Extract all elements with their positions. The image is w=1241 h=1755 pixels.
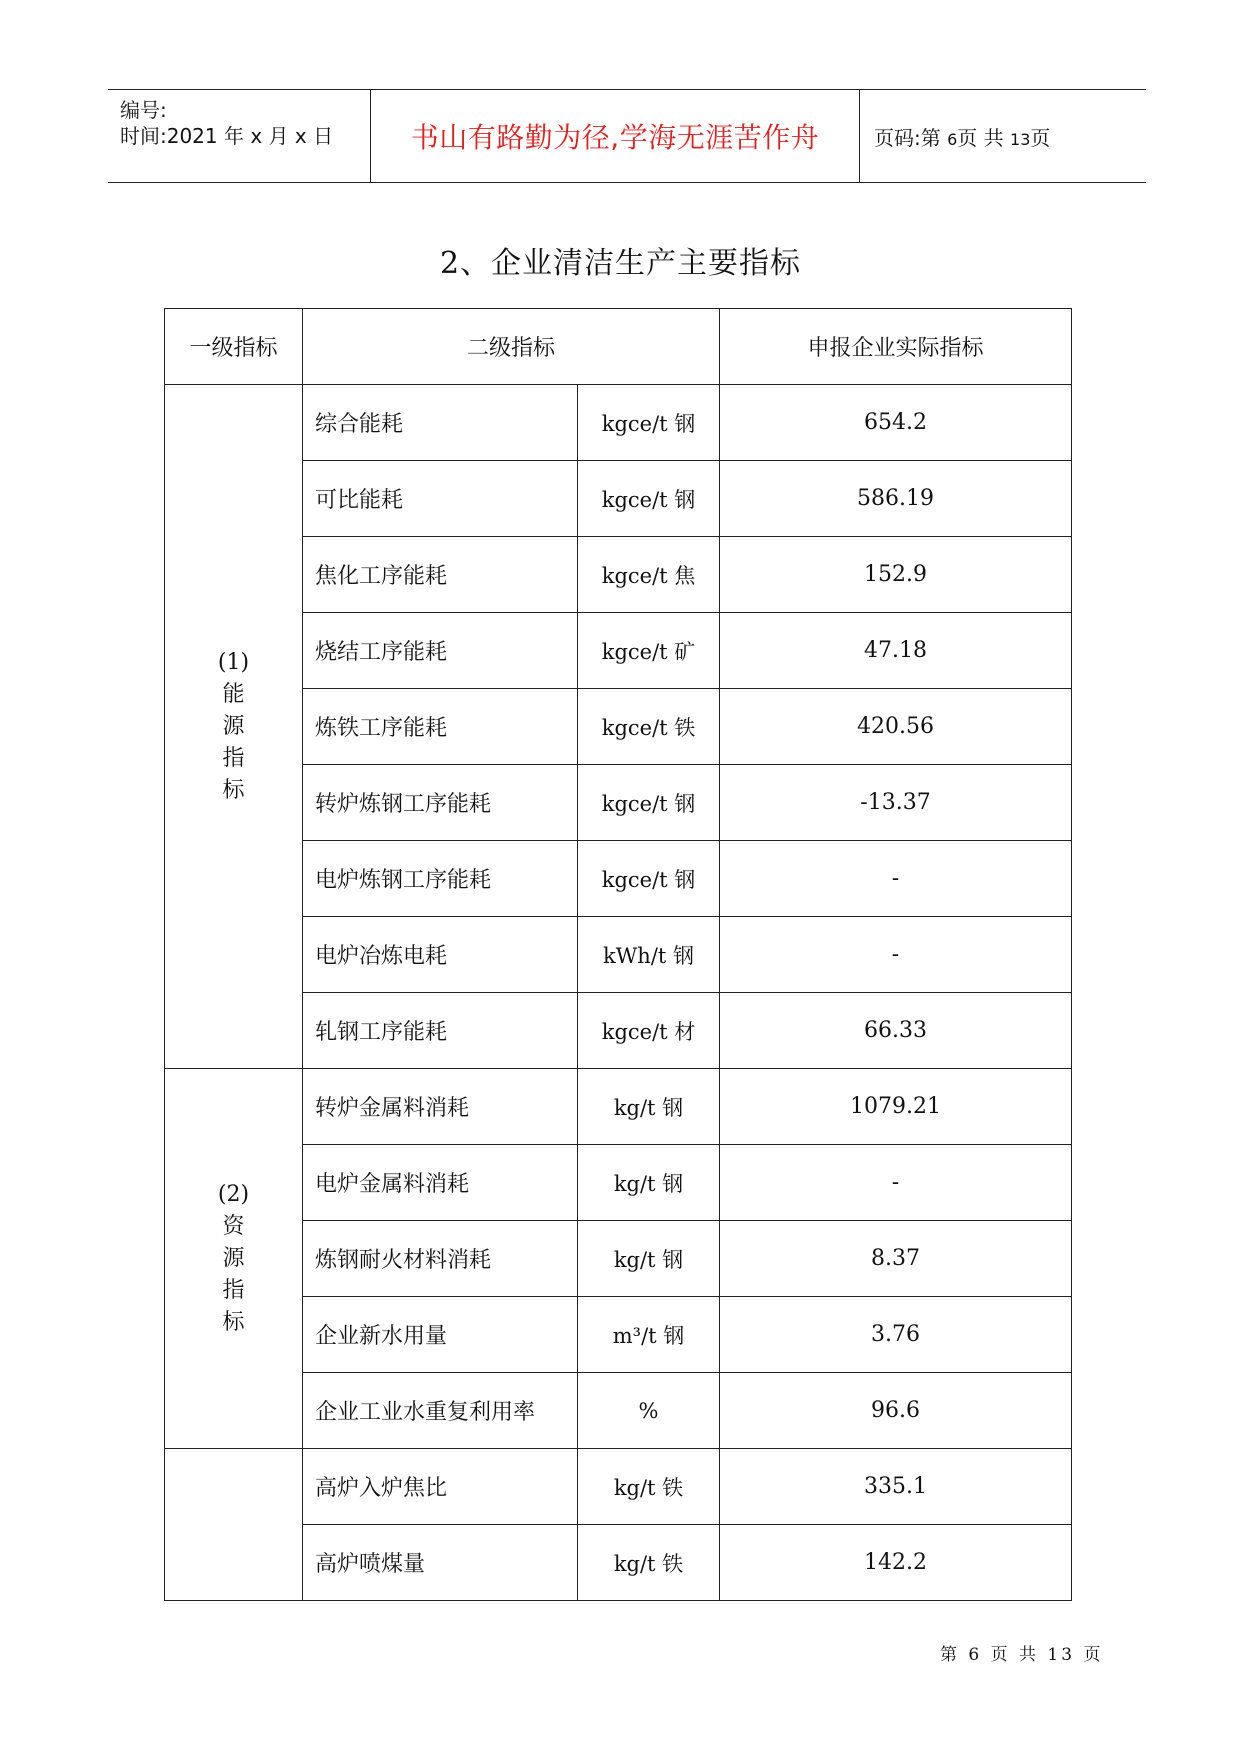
indicator-value: -13.37 [720,765,1072,841]
indicator-value: - [720,917,1072,993]
indicator-unit: kgce/t 钢 [578,461,720,537]
table-row [165,385,1072,461]
indicator-name: 电炉冶炼电耗 [303,917,578,993]
indicator-unit: kgce/t 钢 [578,765,720,841]
indicator-unit: kg/t 钢 [578,1069,720,1145]
indicator-name: 电炉金属料消耗 [303,1145,578,1221]
indicator-value: - [720,841,1072,917]
page-current: 6 [947,129,958,149]
indicator-table [164,308,1072,1601]
indicator-name: 企业新水用量 [303,1297,578,1373]
indicator-unit: % [578,1373,720,1449]
indicator-name: 转炉金属料消耗 [303,1069,578,1145]
indicator-name: 轧钢工序能耗 [303,993,578,1069]
indicator-name: 炼铁工序能耗 [303,689,578,765]
indicator-name: 企业工业水重复利用率 [303,1373,578,1449]
indicator-unit: kWh/t 钢 [578,917,720,993]
section-title: 2、企业清洁生产主要指标 [439,246,802,281]
indicator-unit: kgce/t 矿 [578,613,720,689]
header-page-cell [860,90,1146,182]
page-footer: 第 6 页 共 13 页 [940,1645,1104,1665]
indicator-unit: kg/t 铁 [578,1449,720,1525]
indicator-unit: kgce/t 铁 [578,689,720,765]
indicator-unit: kg/t 铁 [578,1525,720,1601]
group-label-line: 源 [222,1245,245,1271]
indicator-name: 烧结工序能耗 [303,613,578,689]
indicator-name: 高炉入炉焦比 [303,1449,578,1525]
indicator-name: 综合能耗 [303,385,578,461]
group-label-cell [165,1069,303,1449]
group-label-line: (1) [217,649,250,675]
motto-text: 书山有路勤为径,学海无涯苦作舟 [410,121,820,154]
document-time-label: 时间:2021 年 x 月 x 日 [120,124,334,148]
indicator-value: 1079.21 [720,1069,1072,1145]
indicator-value: 586.19 [720,461,1072,537]
indicator-value: 152.9 [720,537,1072,613]
group-label-line: 指 [222,1277,245,1303]
indicator-unit: kgce/t 材 [578,993,720,1069]
group-label-line: 资 [222,1213,245,1239]
page-header [108,89,1146,183]
indicator-unit: kg/t 钢 [578,1221,720,1297]
group-label-line: (2) [217,1181,250,1207]
header-actual: 申报企业实际指标 [720,309,1072,385]
indicator-value: 3.76 [720,1297,1072,1373]
indicator-unit: kgce/t 钢 [578,385,720,461]
indicator-value: 66.33 [720,993,1072,1069]
page-code: 页码:第 6页 共 13页 [874,125,1051,150]
header-meta-cell [108,90,371,182]
indicator-name: 焦化工序能耗 [303,537,578,613]
indicator-value: 420.56 [720,689,1072,765]
indicator-name: 可比能耗 [303,461,578,537]
group-label-cell [165,1449,303,1601]
indicator-unit: kgce/t 钢 [578,841,720,917]
indicator-name: 炼钢耐火材料消耗 [303,1221,578,1297]
indicator-unit: kgce/t 焦 [578,537,720,613]
indicator-value: 47.18 [720,613,1072,689]
indicator-value: 96.6 [720,1373,1072,1449]
indicator-value: 654.2 [720,385,1072,461]
group-label-line: 指 [222,745,245,771]
document-number-label: 编号: [120,98,167,122]
group-label-line: 标 [222,777,245,803]
table-row [165,1449,1072,1525]
header-motto-cell [371,90,860,182]
indicator-value: 335.1 [720,1449,1072,1525]
indicator-name: 转炉炼钢工序能耗 [303,765,578,841]
group-label-line: 标 [222,1309,245,1335]
indicator-value: 8.37 [720,1221,1072,1297]
indicator-name: 高炉喷煤量 [303,1525,578,1601]
page-total: 13 [1010,129,1031,149]
indicator-value: - [720,1145,1072,1221]
group-label-line: 源 [222,713,245,739]
indicator-unit: m³/t 钢 [578,1297,720,1373]
header-level2: 二级指标 [303,309,720,385]
header-level1: 一级指标 [165,309,303,385]
indicator-value: 142.2 [720,1525,1072,1601]
group-label-cell [165,385,303,1069]
table-row [165,1069,1072,1145]
indicator-unit: kg/t 钢 [578,1145,720,1221]
group-label-line: 能 [222,681,245,707]
table-header-row [165,309,1072,385]
indicator-name: 电炉炼钢工序能耗 [303,841,578,917]
